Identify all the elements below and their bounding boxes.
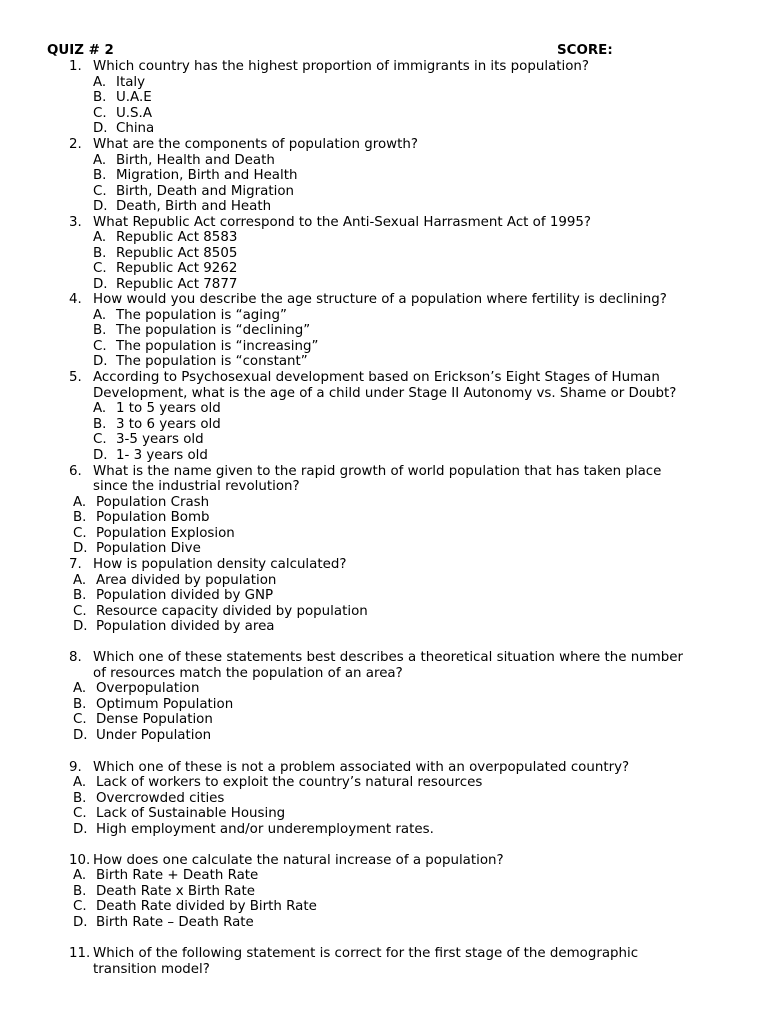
option-text: Under Population bbox=[96, 727, 212, 743]
option-letter: C. bbox=[73, 603, 87, 619]
option-text: China bbox=[116, 121, 155, 136]
question-text: Which one of these statements best describes a theoretical situation where the number bbox=[93, 650, 684, 665]
option-letter: D. bbox=[73, 914, 88, 930]
option-letter: C. bbox=[93, 432, 107, 447]
question-text: of resources match the population of an area? bbox=[93, 665, 403, 681]
option-text: Overcrowded cities bbox=[96, 790, 225, 806]
question-text: What is the name given to the rapid growth of world population that has taken place bbox=[93, 463, 662, 479]
option-text: Lack of workers to exploit the country’s natural resources bbox=[96, 775, 483, 790]
option-letter: C. bbox=[73, 806, 87, 821]
question-text: According to Psychosexual development based on Erickson’s Eight Stages of Human bbox=[93, 370, 660, 385]
option-text: Republic Act 8505 bbox=[116, 245, 238, 261]
question-text: since the industrial revolution? bbox=[93, 479, 300, 494]
quiz-title: QUIZ # 2 bbox=[47, 43, 114, 58]
option-letter: C. bbox=[93, 183, 107, 199]
option-text: Population Crash bbox=[96, 494, 210, 510]
option-text: Republic Act 7877 bbox=[116, 276, 238, 292]
option-text: Republic Act 8583 bbox=[116, 230, 238, 245]
option-text: U.A.E bbox=[116, 90, 152, 105]
option-letter: C. bbox=[73, 712, 87, 727]
option-letter: B. bbox=[93, 245, 107, 261]
option-letter: C. bbox=[73, 525, 87, 541]
option-letter: D. bbox=[73, 619, 88, 634]
option-text: Population Explosion bbox=[96, 525, 235, 541]
option-text: Birth Rate – Death Rate bbox=[96, 914, 254, 930]
option-letter: B. bbox=[93, 90, 107, 105]
option-letter: B. bbox=[93, 323, 107, 338]
option-text: Migration, Birth and Health bbox=[116, 168, 298, 183]
option-text: Area divided by population bbox=[96, 572, 277, 588]
option-text: Dense Population bbox=[96, 712, 213, 727]
option-letter: A. bbox=[93, 230, 107, 245]
question-number: 4. bbox=[69, 292, 82, 307]
option-text: 3 to 6 years old bbox=[116, 416, 221, 432]
question-text: How would you describe the age structure of a population where fertility is declining? bbox=[93, 292, 667, 307]
option-letter: C. bbox=[93, 261, 107, 276]
question-text: What Republic Act correspond to the Anti-Sexual Harrasment Act of 1995? bbox=[93, 214, 592, 230]
option-letter: B. bbox=[93, 416, 107, 432]
option-text: Birth, Death and Migration bbox=[116, 183, 294, 199]
question-number: 11. bbox=[69, 946, 91, 961]
option-text: Birth, Health and Death bbox=[116, 152, 275, 168]
option-text: Optimum Population bbox=[96, 696, 234, 712]
question-number: 10. bbox=[69, 852, 91, 868]
option-text: Population divided by area bbox=[96, 619, 275, 634]
option-letter: D. bbox=[73, 541, 88, 556]
option-letter: A. bbox=[93, 307, 107, 323]
question-number: 8. bbox=[69, 650, 82, 665]
option-text: The population is “aging” bbox=[116, 307, 287, 323]
option-letter: B. bbox=[73, 588, 87, 603]
option-letter: C. bbox=[93, 105, 107, 121]
option-text: Population Dive bbox=[96, 541, 201, 556]
question-text: Which one of these is not a problem associated with an overpopulated country? bbox=[93, 759, 630, 775]
score-label: SCORE: bbox=[557, 43, 613, 58]
option-text: 1 to 5 years old bbox=[116, 401, 221, 416]
question-number: 9. bbox=[69, 759, 82, 775]
question-text: Development, what is the age of a child under Stage II Autonomy vs. Shame or Doubt? bbox=[93, 385, 677, 401]
option-text: Resource capacity divided by population bbox=[96, 603, 368, 619]
option-text: Population divided by GNP bbox=[96, 588, 274, 603]
question-number: 1. bbox=[69, 59, 82, 74]
option-letter: D. bbox=[93, 276, 108, 292]
option-letter: B. bbox=[73, 883, 87, 899]
option-letter: A. bbox=[93, 152, 107, 168]
question-text: What are the components of population growth? bbox=[93, 137, 418, 152]
option-letter: D. bbox=[73, 727, 88, 743]
option-text: 1- 3 years old bbox=[116, 447, 208, 463]
question-number: 5. bbox=[69, 370, 82, 385]
option-letter: B. bbox=[93, 168, 107, 183]
option-letter: D. bbox=[93, 447, 108, 463]
option-letter: A. bbox=[73, 775, 87, 790]
question-number: 6. bbox=[69, 463, 82, 479]
option-text: Lack of Sustainable Housing bbox=[96, 806, 286, 821]
option-letter: C. bbox=[93, 338, 107, 354]
question-number: 3. bbox=[69, 214, 82, 230]
option-text: Birth Rate + Death Rate bbox=[96, 868, 259, 883]
option-letter: B. bbox=[73, 510, 87, 525]
option-text: Death Rate divided by Birth Rate bbox=[96, 899, 317, 914]
option-letter: D. bbox=[93, 354, 108, 369]
option-text: Death, Birth and Heath bbox=[116, 199, 272, 214]
option-letter: A. bbox=[73, 572, 87, 588]
question-text: How is population density calculated? bbox=[93, 557, 347, 572]
option-letter: D. bbox=[73, 821, 88, 837]
option-letter: A. bbox=[73, 681, 87, 696]
option-text: The population is “increasing” bbox=[116, 338, 319, 354]
question-number: 2. bbox=[69, 137, 82, 152]
option-letter: A. bbox=[93, 401, 107, 416]
option-letter: A. bbox=[93, 74, 107, 90]
option-text: Italy bbox=[116, 74, 146, 90]
option-letter: B. bbox=[73, 696, 87, 712]
option-letter: D. bbox=[93, 121, 108, 136]
option-letter: A. bbox=[73, 868, 87, 883]
option-letter: C. bbox=[73, 899, 87, 914]
question-text: How does one calculate the natural increase of a population? bbox=[93, 852, 504, 868]
option-letter: A. bbox=[73, 494, 87, 510]
question-text: Which of the following statement is correct for the first stage of the demographic bbox=[93, 946, 639, 961]
question-text: transition model? bbox=[93, 961, 210, 977]
option-text: Death Rate x Birth Rate bbox=[96, 883, 256, 899]
option-text: The population is “constant” bbox=[116, 354, 308, 369]
option-text: Overpopulation bbox=[96, 681, 200, 696]
option-text: The population is “declining” bbox=[116, 323, 311, 338]
option-text: Republic Act 9262 bbox=[116, 261, 238, 276]
option-text: Population Bomb bbox=[96, 510, 210, 525]
option-text: High employment and/or underemployment rates. bbox=[96, 821, 434, 837]
option-letter: B. bbox=[73, 790, 87, 806]
question-number: 7. bbox=[69, 557, 82, 572]
option-letter: D. bbox=[93, 199, 108, 214]
question-text: Which country has the highest proportion of immigrants in its population? bbox=[93, 59, 590, 74]
option-text: U.S.A bbox=[116, 105, 152, 121]
option-text: 3-5 years old bbox=[116, 432, 204, 447]
